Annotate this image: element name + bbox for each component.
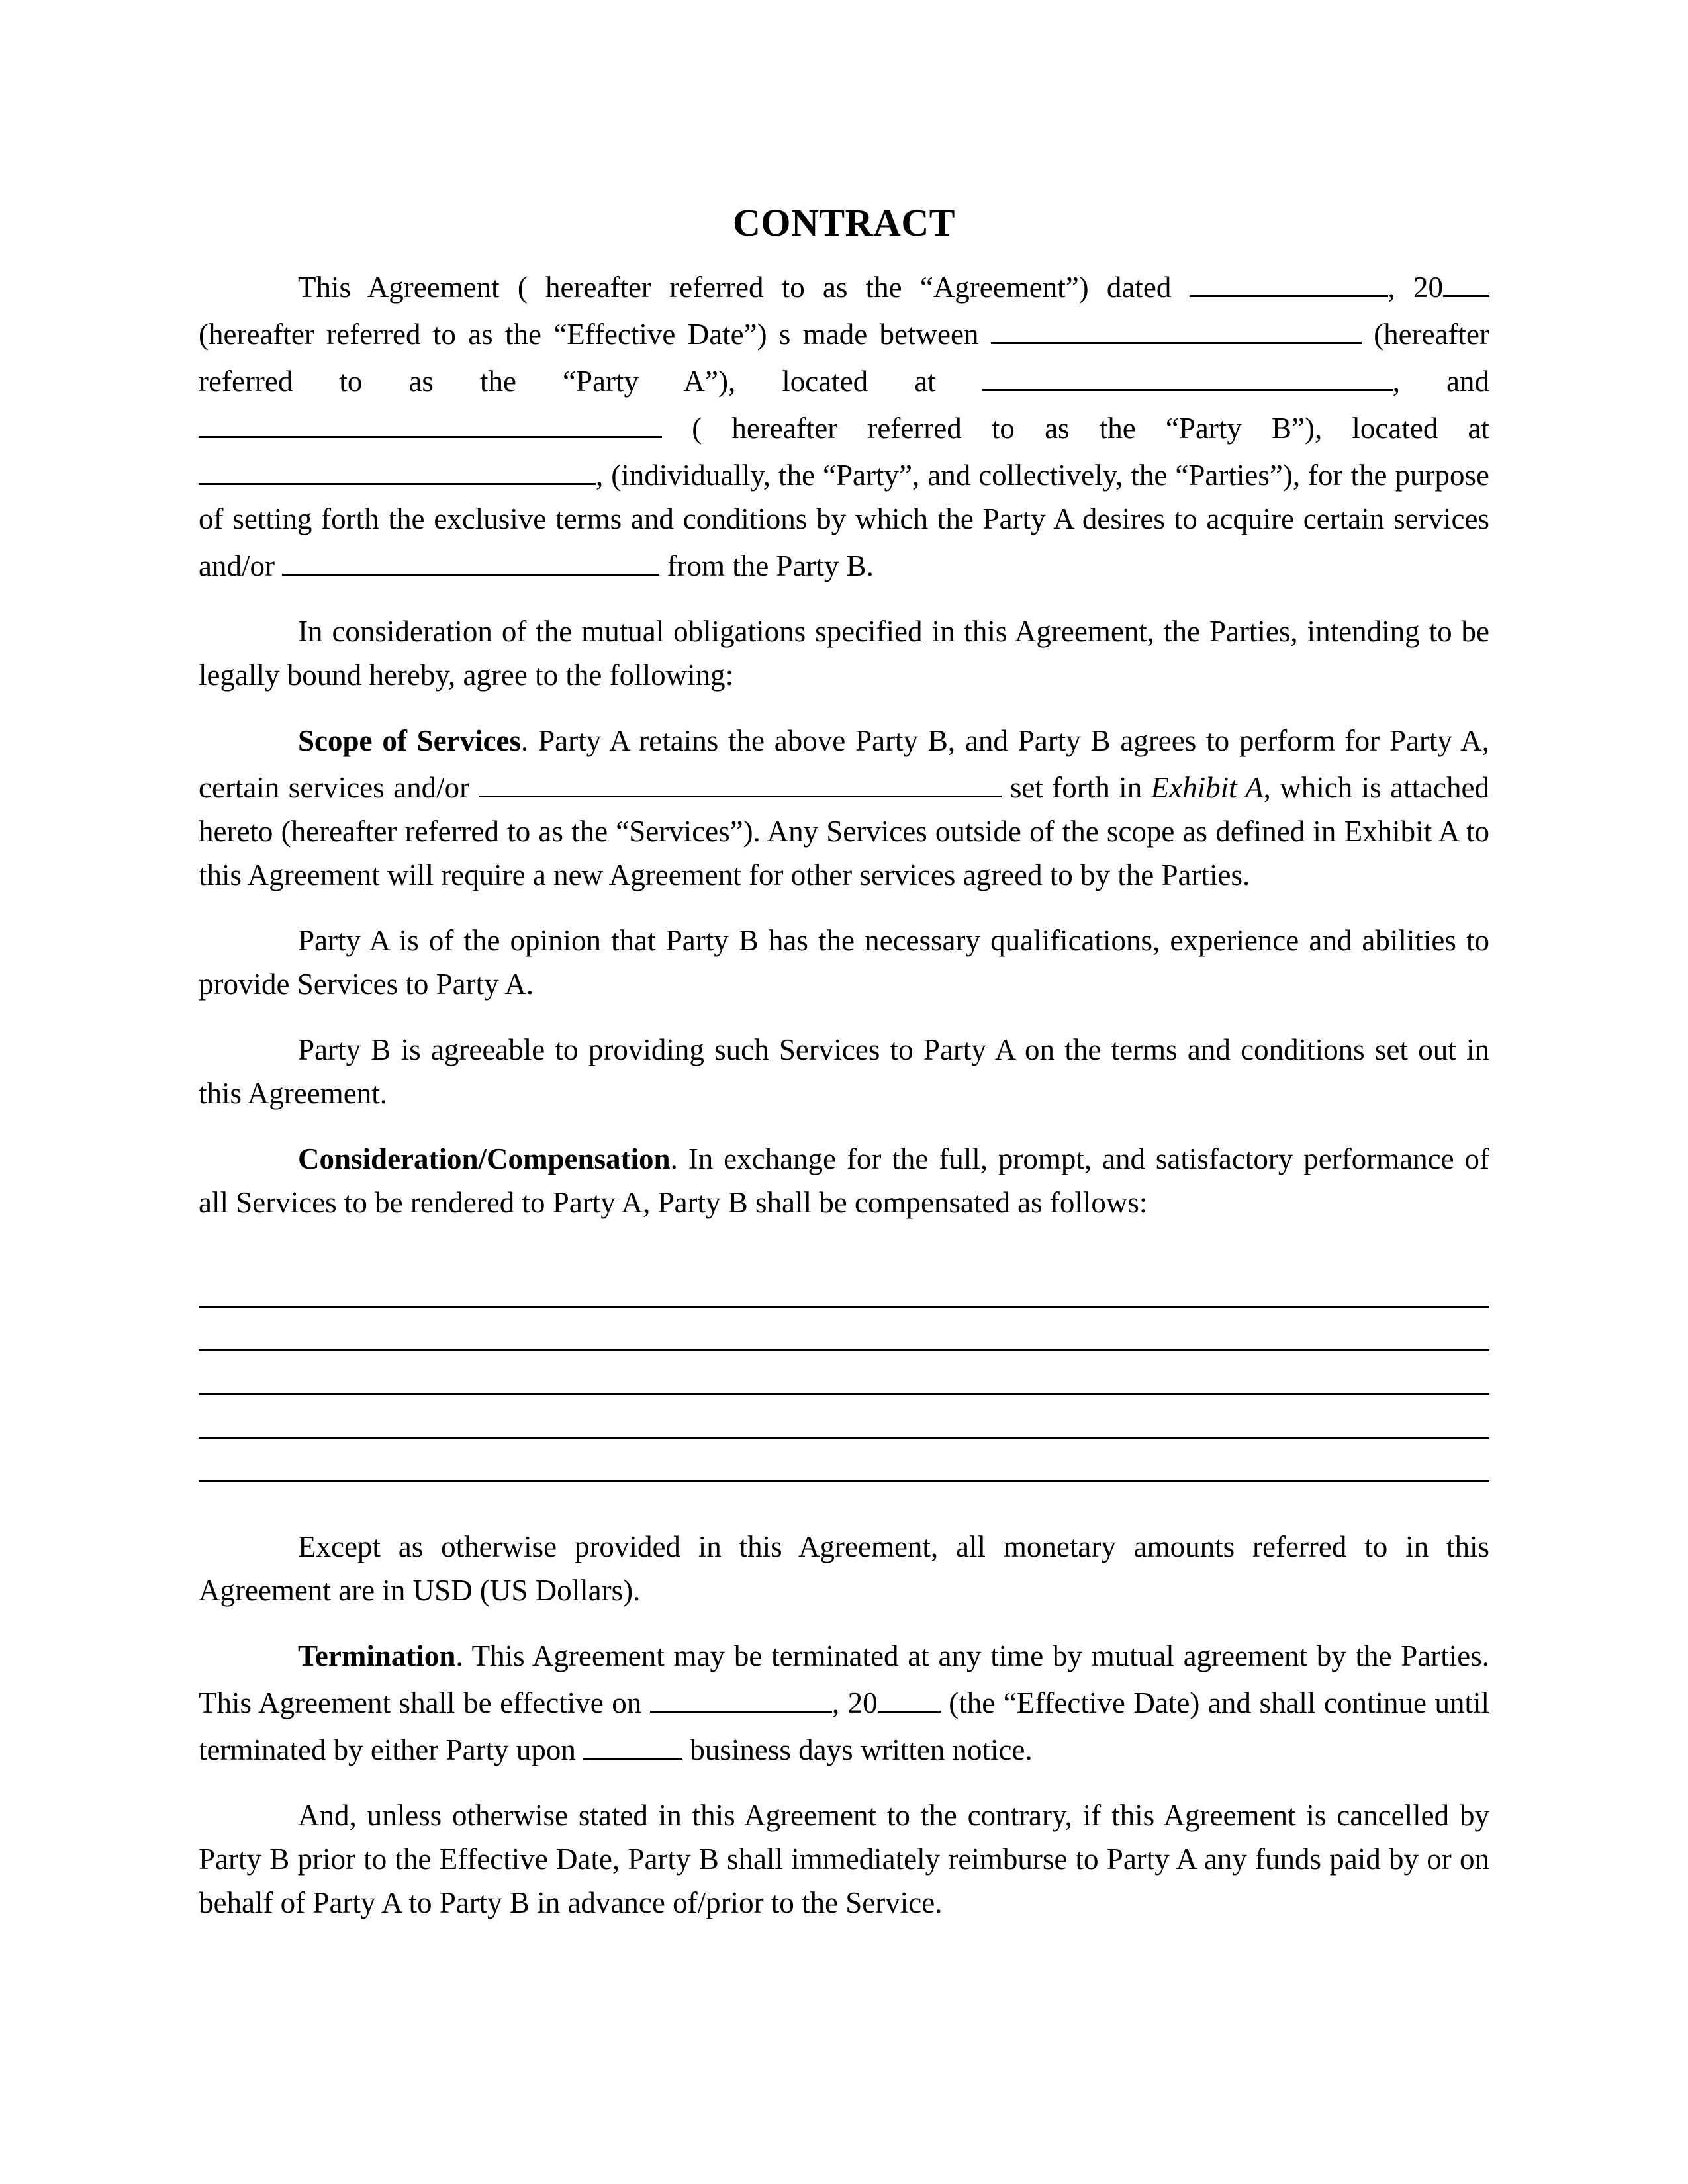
notice-days-blank[interactable] xyxy=(583,1725,682,1760)
intro-text-7: , (individually, the “Party”, and collectively, the “Parties”), for the purpose of setting forth the exclusive terms and conditions by which the Party A desires to acquire certain services and/or xyxy=(199,459,1489,582)
compensation-lines xyxy=(199,1264,1489,1482)
intro-text-1: This Agreement ( hereafter referred to as the “Agreement”) dated xyxy=(298,271,1172,304)
intro-text-5: , and xyxy=(1392,365,1489,398)
agreeable-paragraph: Party B is agreeable to providing such Services to Party A on the terms and conditions set out in this Agreement. xyxy=(199,1033,1489,1110)
cancellation-paragraph: And, unless otherwise stated in this Agreement to the contrary, if this Agreement is cancelled by Party B prior to the Effective Date, Party B shall immediately reimburse to Party A any funds paid by or on behalf of Party A to Party B in advance of/prior to the Service. xyxy=(199,1799,1489,1919)
compensation-paragraph xyxy=(199,1137,1489,1224)
opinion-paragraph: Party A is of the opinion that Party B has the necessary qualifications, experience and abilities to provide Services to Party A. xyxy=(199,924,1489,1001)
scope-text-1: . Party A retains the above Party B, and Party B agrees to perform for Party A, certain services and/or xyxy=(199,724,1489,804)
compensation-text: . In exchange for the full, prompt, and satisfactory performance of all Services to be rendered to Party A, Party B shall be compensated as follows: xyxy=(199,1142,1489,1219)
intro-text-2: , 20 xyxy=(1387,271,1444,304)
agreement-date-blank[interactable] xyxy=(1190,262,1388,297)
intro-text-8: from the Party B. xyxy=(667,549,874,582)
party-b-name-blank[interactable] xyxy=(199,403,662,438)
intro-text-3: (hereafter referred to as the “Effective Date”) s made between xyxy=(199,318,979,351)
party-a-name-blank[interactable] xyxy=(991,309,1362,344)
scope-heading: Scope of Services xyxy=(298,724,522,757)
termination-paragraph xyxy=(199,1634,1489,1772)
compensation-line-2[interactable] xyxy=(199,1308,1489,1351)
services-goods-blank[interactable] xyxy=(282,541,659,576)
effective-date-blank[interactable] xyxy=(650,1678,832,1713)
termination-text-2: , 20 xyxy=(831,1686,878,1719)
compensation-line-3[interactable] xyxy=(199,1351,1489,1395)
agreement-year-blank[interactable] xyxy=(1443,262,1489,297)
intro-text-6: ( hereafter referred to as the “Party B”), located at xyxy=(692,412,1490,445)
scope-paragraph xyxy=(199,719,1489,897)
compensation-line-1[interactable] xyxy=(199,1264,1489,1308)
scope-text-3: , which is attached hereto (hereafter referred to as the “Services”). Any Services outside of the scope as defined in Exhibit A to this Agreement will require a new Agreement for other services agreed to by the Parties. xyxy=(199,771,1489,891)
termination-text-1: . This Agreement may be terminated at any time by mutual agreement by the Parties. This Agreement shall be effective on xyxy=(199,1639,1489,1719)
scope-services-blank[interactable] xyxy=(479,762,1002,797)
intro-paragraph xyxy=(199,262,1489,588)
termination-text-3: (the “Effective Date) and shall continue until terminated by either Party upon xyxy=(199,1686,1490,1766)
exhibit-a-reference: Exhibit A xyxy=(1150,771,1264,804)
contract-page xyxy=(199,199,1489,1946)
consideration-paragraph: In consideration of the mutual obligations specified in this Agreement, the Parties, intending to be legally bound hereby, agree to the following: xyxy=(199,615,1489,692)
currency-paragraph: Except as otherwise provided in this Agreement, all monetary amounts referred to in this Agreement are in USD (US Dollars). xyxy=(199,1530,1489,1607)
compensation-heading: Consideration/Compensation xyxy=(298,1142,671,1175)
compensation-line-4[interactable] xyxy=(199,1395,1489,1439)
party-b-location-blank[interactable] xyxy=(199,450,596,485)
effective-year-blank[interactable] xyxy=(878,1678,941,1713)
termination-heading: Termination xyxy=(298,1639,456,1672)
termination-text-4: business days written notice. xyxy=(690,1733,1033,1766)
compensation-line-5[interactable] xyxy=(199,1439,1489,1482)
page-title: CONTRACT xyxy=(733,201,955,244)
scope-text-2: set forth in xyxy=(1009,771,1143,804)
intro-text-4: (hereafter referred to as the “Party A”), located at xyxy=(199,318,1490,398)
party-a-location-blank[interactable] xyxy=(982,356,1393,391)
